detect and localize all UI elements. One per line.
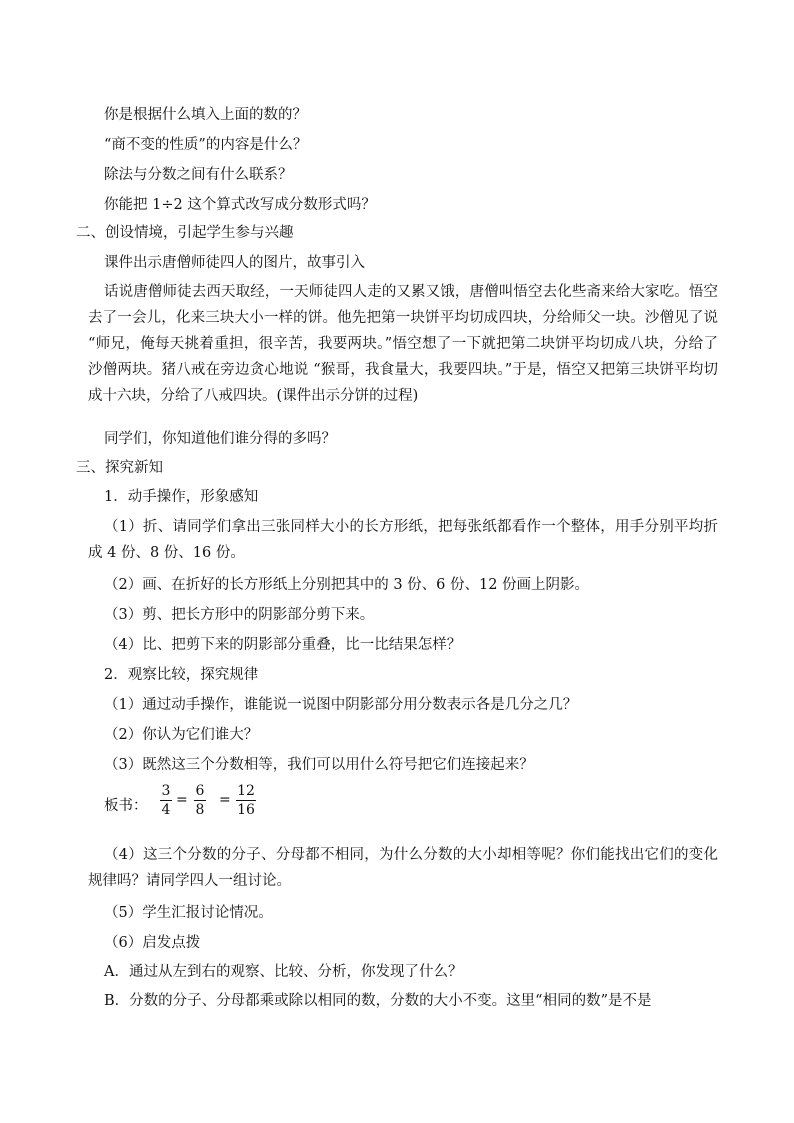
section-heading-3: 三、探究新知 <box>76 460 163 476</box>
step-2b: （2）你认为它们谁大？ <box>104 727 259 743</box>
courseware-intro: 课件出示唐僧师徒四人的图片，故事引入 <box>104 255 365 271</box>
question-rewrite: 你能把 1÷2 这个算式改写成分数形式吗？ <box>104 197 376 213</box>
fraction-12-16 <box>236 783 256 818</box>
question-who-more: 同学们，你知道他们谁分得的多吗？ <box>104 431 336 447</box>
step-2d: （4）这三个分数的分子、分母都不相同，为什么分数的大小却相等呢？你们能找出它们的变化规律吗？请同学四人一组讨论。 <box>88 847 718 889</box>
step-1-heading: 1．动手操作，形象感知 <box>104 489 259 505</box>
point-a: A．通过从左到右的观察、比较、分析，你发现了什么？ <box>104 964 463 980</box>
step-1b-draw: （2）画、在折好的长方形纸上分别把其中的 3 份、6 份、12 份画上阴影。 <box>104 577 590 593</box>
fraction-denominator: 16 <box>237 802 255 818</box>
fraction-bar <box>236 800 256 801</box>
equals-sign: = <box>176 792 188 808</box>
board-label: 板书： <box>104 798 148 814</box>
question-basis: 你是根据什么填入上面的数的？ <box>104 107 307 123</box>
section-heading-2: 二、创设情境，引起学生参与兴趣 <box>76 225 294 241</box>
fraction-bar <box>160 800 172 801</box>
fraction-bar <box>194 800 206 801</box>
step-1d-compare: （4）比、把剪下来的阴影部分重叠，比一比结果怎样？ <box>104 637 462 653</box>
step-2e: （5）学生汇报讨论情况。 <box>104 905 273 921</box>
question-division-fraction: 除法与分数之间有什么联系？ <box>104 167 293 183</box>
step-2a: （1）通过动手操作，谁能说一说图中阴影部分用分数表示各是几分之几？ <box>104 697 578 713</box>
step-2-heading: 2．观察比较，探究规律 <box>104 667 259 683</box>
point-b: B．分数的分子、分母都乘或除以相同的数，分数的大小不变。这里“相同的数”是不是 <box>104 993 652 1009</box>
step-2f: （6）启发点拨 <box>104 935 201 951</box>
step-1c-cut: （3）剪、把长方形中的阴影部分剪下来。 <box>104 607 375 623</box>
story-paragraph: 话说唐僧师徒去西天取经，一天师徒四人走的又累又饿，唐僧叫悟空去化些斋来给大家吃。悟空去了一会儿，化来三块大小一样的饼。他先把第一块饼平均切成四块，分给师父一块。沙僧见了说 “师兄，俺每天挑着重担，很辛苦，我要两块。”悟空想了一下就把第二块饼平均切成八块，分给了沙僧两块。猪八戒在旁边贪心地说 “猴哥，我食量大，我要四块。”于是，悟空又把第三块饼平均切成十六块，分给了八戒四块。(课件出示分饼的过程) <box>88 284 718 404</box>
fraction-numerator: 3 <box>161 783 171 799</box>
fraction-denominator: 4 <box>161 802 171 818</box>
fraction-6-8 <box>194 783 206 818</box>
fraction-3-4 <box>160 783 172 818</box>
fraction-denominator: 8 <box>195 802 205 818</box>
step-2c: （3）既然这三个分数相等，我们可以用什么符号把它们连接起来？ <box>104 757 534 773</box>
equals-sign: = <box>219 792 231 808</box>
fraction-numerator: 12 <box>237 783 255 799</box>
step-1a-fold: （1）折、请同学们拿出三张同样大小的长方形纸，把每张纸都看作一个整体，用手分别平均折成 4 份、8 份、16 份。 <box>88 519 718 561</box>
question-quotient-property: “商不变的性质”的内容是什么？ <box>104 137 308 153</box>
fraction-numerator: 6 <box>195 783 205 799</box>
